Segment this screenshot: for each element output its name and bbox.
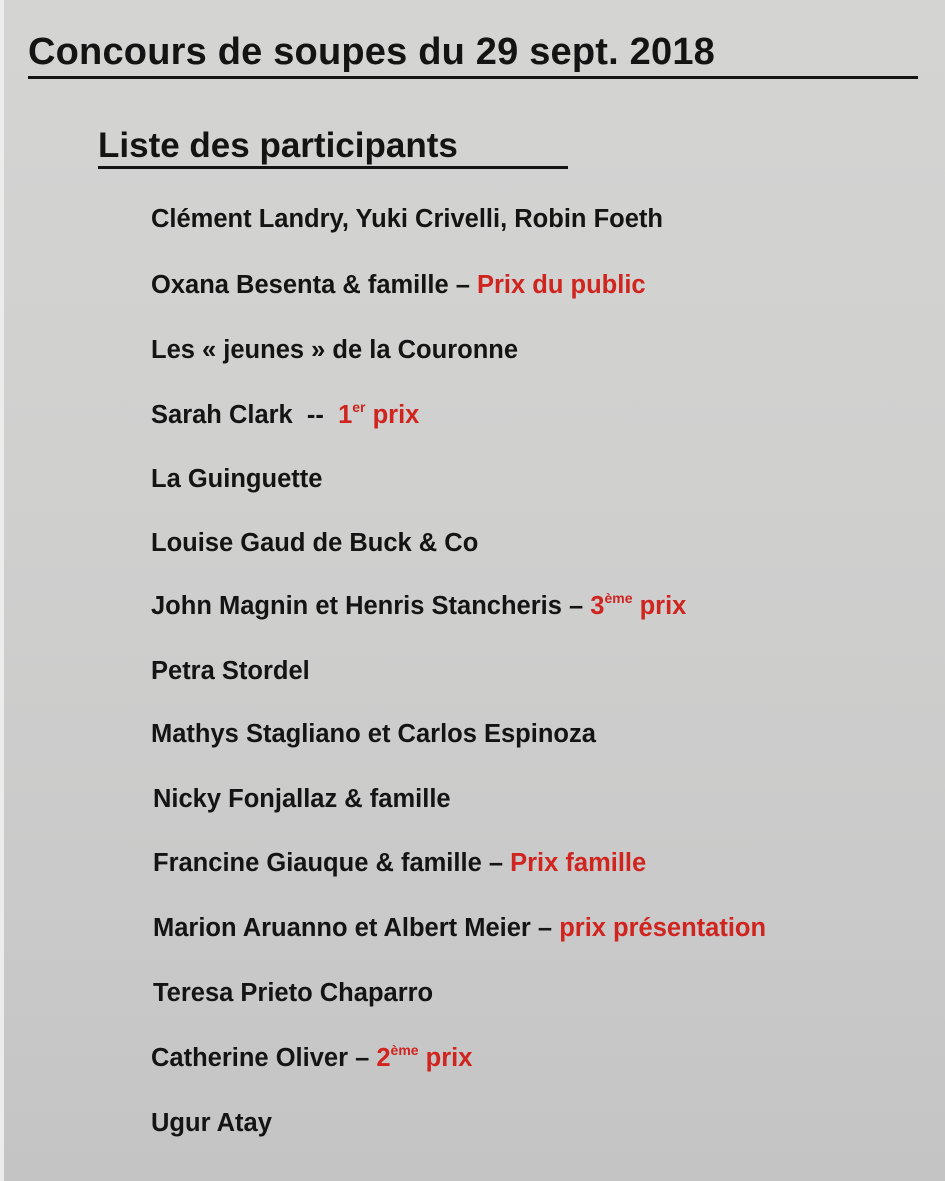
participant-name: Les « jeunes » de la Couronne [151, 336, 519, 364]
list-heading: Liste des participants [98, 126, 458, 165]
prize-label: 3ème prix [590, 589, 687, 620]
prize-label: prix présentation [559, 914, 767, 942]
participant-name: Mathys Stagliano et Carlos Espinoza [151, 720, 596, 748]
title-underline [28, 76, 918, 79]
participant-name: Teresa Prieto Chaparro [153, 979, 434, 1007]
paper-edge [0, 0, 4, 1181]
participant-name: Ugur Atay [151, 1109, 272, 1137]
prize-label: 1er prix [338, 398, 420, 429]
participant-name: Oxana Besenta & famille – Prix du public [151, 271, 646, 299]
participant-name: Marion Aruanno et Albert Meier – prix présentation [153, 914, 767, 942]
participant-name: Francine Giauque & famille – Prix famille [153, 849, 647, 877]
prize-label: Prix du public [476, 271, 646, 299]
participant-name: Nicky Fonjallaz & famille [153, 785, 451, 813]
participant-name: Petra Stordel [151, 657, 310, 685]
heading-underline [98, 166, 568, 169]
prize-label: 2ème prix [376, 1041, 473, 1072]
document-title: Concours de soupes du 29 sept. 2018 [28, 31, 715, 73]
participant-name: Catherine Oliver – 2ème prix [151, 1041, 473, 1072]
participant-name: Clément Landry, Yuki Crivelli, Robin Foeth [151, 205, 663, 233]
participant-name: John Magnin et Henris Stancheris – 3ème prix [151, 589, 687, 620]
participant-name: Sarah Clark -- 1er prix [151, 398, 420, 429]
participant-name: La Guinguette [151, 465, 323, 493]
prize-label: Prix famille [510, 849, 647, 877]
participant-name: Louise Gaud de Buck & Co [151, 529, 479, 557]
